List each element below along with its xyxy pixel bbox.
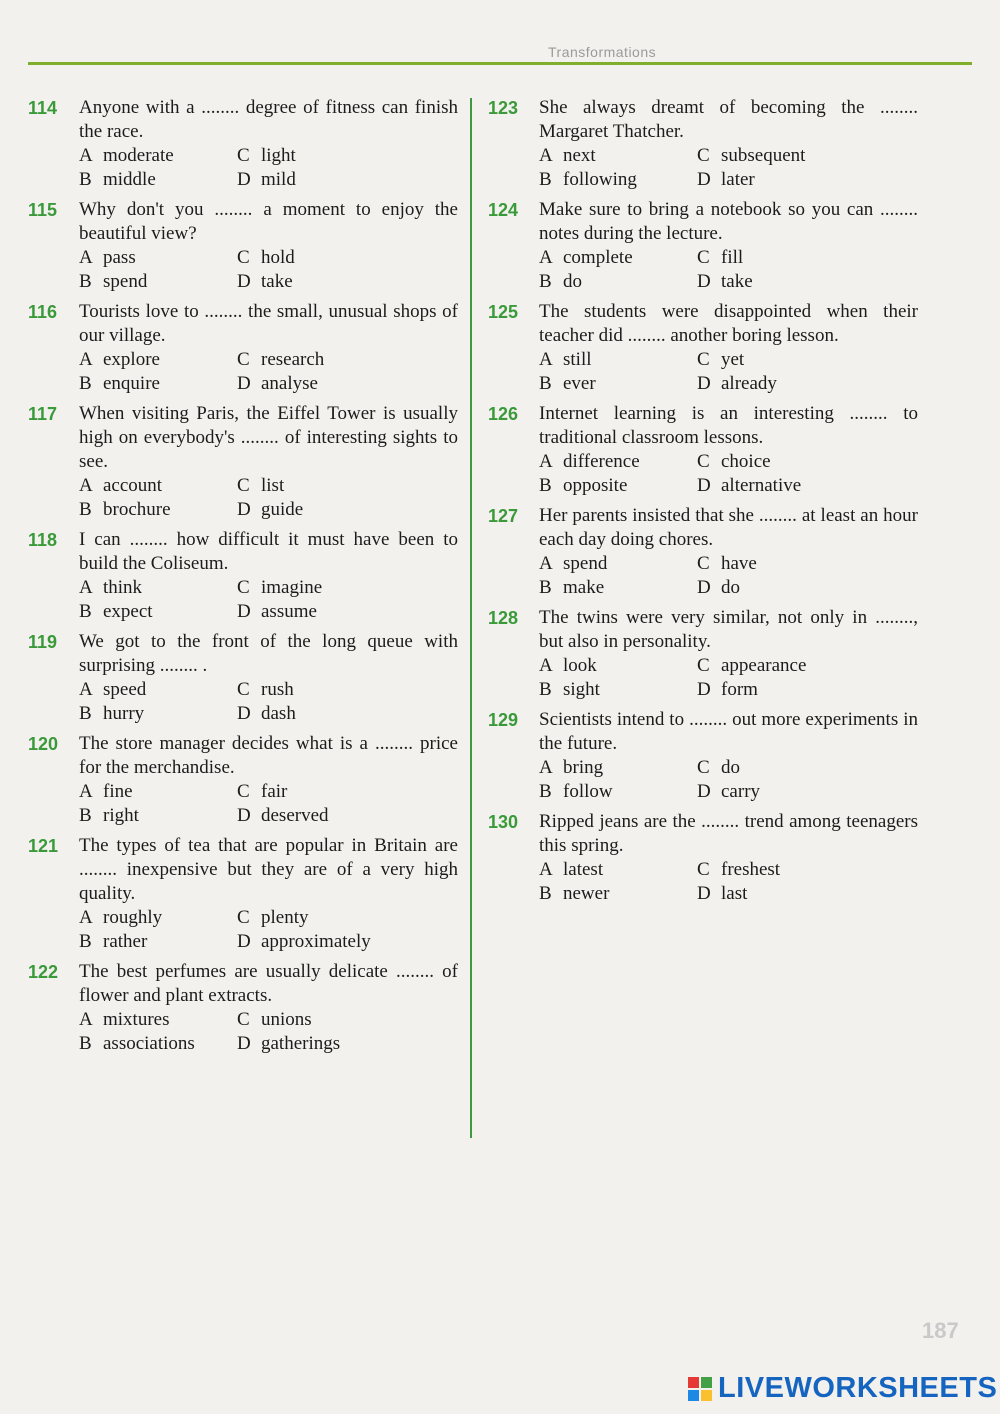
- option-letter: C: [237, 145, 250, 166]
- option-letter: B: [79, 373, 92, 394]
- option-text: deserved: [261, 805, 329, 826]
- option-b[interactable]: [539, 882, 697, 906]
- question-number: 118: [28, 530, 58, 550]
- option-letter: B: [79, 805, 92, 826]
- option-text: assume: [261, 601, 317, 622]
- option-letter: B: [539, 679, 552, 700]
- option-text: middle: [103, 169, 156, 190]
- question-119: [28, 630, 458, 726]
- option-a[interactable]: [539, 756, 697, 780]
- left-column: [28, 96, 458, 1062]
- option-b[interactable]: [79, 270, 237, 294]
- option-text: think: [103, 577, 143, 598]
- option-text: analyse: [261, 373, 318, 394]
- option-text: do: [721, 577, 740, 598]
- option-letter: D: [237, 703, 251, 724]
- question-number: 116: [28, 302, 58, 322]
- option-letter: C: [237, 781, 250, 802]
- option-text: hurry: [103, 703, 145, 724]
- question-number: 127: [488, 506, 519, 526]
- option-letter: B: [539, 169, 552, 190]
- option-text: yet: [721, 349, 745, 370]
- option-c[interactable]: [237, 144, 458, 168]
- option-c[interactable]: [697, 654, 918, 678]
- option-letter: C: [697, 349, 710, 370]
- question-127: [488, 504, 918, 600]
- option-text: do: [563, 271, 582, 292]
- option-letter: A: [539, 247, 553, 268]
- option-text: list: [261, 475, 285, 496]
- option-text: spend: [563, 553, 608, 574]
- option-text: approximately: [261, 931, 371, 952]
- option-text: account: [103, 475, 163, 496]
- right-column: [488, 96, 918, 912]
- option-letter: D: [697, 883, 711, 904]
- option-letter: A: [79, 349, 93, 370]
- option-letter: A: [79, 781, 93, 802]
- option-letter: B: [539, 883, 552, 904]
- option-d[interactable]: [237, 372, 458, 396]
- option-a[interactable]: [79, 1008, 237, 1032]
- answer-options: [539, 348, 918, 396]
- logo-square: [701, 1390, 712, 1401]
- option-letter: B: [79, 169, 92, 190]
- option-b[interactable]: [539, 270, 697, 294]
- option-text: hold: [261, 247, 295, 268]
- option-letter: B: [539, 577, 552, 598]
- option-letter: A: [79, 1009, 93, 1030]
- option-letter: C: [697, 247, 710, 268]
- option-b[interactable]: [79, 600, 237, 624]
- option-c[interactable]: [237, 576, 458, 600]
- option-letter: B: [79, 601, 92, 622]
- option-text: guide: [261, 499, 304, 520]
- option-text: mild: [261, 169, 296, 190]
- option-c[interactable]: [237, 474, 458, 498]
- question-number: 122: [28, 962, 59, 982]
- logo-square: [701, 1377, 712, 1388]
- option-a[interactable]: [79, 906, 237, 930]
- answer-options: [79, 678, 458, 726]
- option-c[interactable]: [697, 144, 918, 168]
- question-115: [28, 198, 458, 294]
- option-b[interactable]: [79, 1032, 237, 1056]
- question-number: 124: [488, 200, 519, 220]
- question-text: She always dreamt of becoming the ........ Margaret Thatcher.: [539, 97, 918, 142]
- column-divider: [470, 98, 472, 1138]
- option-text: opposite: [563, 475, 628, 496]
- option-letter: B: [539, 373, 552, 394]
- question-number: 125: [488, 302, 519, 322]
- question-text: When visiting Paris, the Eiffel Tower is usually high on everybody's ........ of interesting sights to see.: [79, 403, 458, 472]
- option-c[interactable]: [237, 906, 458, 930]
- answer-options: [79, 144, 458, 192]
- option-text: last: [721, 883, 748, 904]
- option-c[interactable]: [697, 246, 918, 270]
- option-d[interactable]: [237, 702, 458, 726]
- option-b[interactable]: [539, 372, 697, 396]
- option-d[interactable]: [697, 678, 918, 702]
- question-121: [28, 834, 458, 954]
- question-122: [28, 960, 458, 1056]
- option-a[interactable]: [539, 654, 697, 678]
- option-b[interactable]: [539, 678, 697, 702]
- option-text: spend: [103, 271, 148, 292]
- question-text: The types of tea that are popular in Britain are ........ inexpensive but they are of a very high quality.: [79, 835, 458, 904]
- option-letter: D: [697, 169, 711, 190]
- option-text: explore: [103, 349, 160, 370]
- option-letter: D: [237, 271, 251, 292]
- question-126: [488, 402, 918, 498]
- question-number: 123: [488, 98, 519, 118]
- option-text: do: [721, 757, 740, 778]
- question-text: Internet learning is an interesting ........ to traditional classroom lessons.: [539, 403, 918, 448]
- answer-options: [79, 348, 458, 396]
- option-text: have: [721, 553, 757, 574]
- option-text: bring: [563, 757, 604, 778]
- option-text: next: [563, 145, 596, 166]
- option-letter: A: [79, 577, 93, 598]
- option-letter: C: [697, 553, 710, 574]
- question-120: [28, 732, 458, 828]
- option-text: complete: [563, 247, 633, 268]
- option-text: expect: [103, 601, 153, 622]
- option-text: freshest: [721, 859, 781, 880]
- option-letter: B: [79, 703, 92, 724]
- logo-square: [688, 1377, 699, 1388]
- answer-options: [79, 1008, 458, 1056]
- option-b[interactable]: [79, 702, 237, 726]
- answer-options: [79, 780, 458, 828]
- question-128: [488, 606, 918, 702]
- option-text: take: [721, 271, 753, 292]
- page-number: 187: [922, 1318, 959, 1343]
- option-d[interactable]: [697, 270, 918, 294]
- question-text: Why don't you ........ a moment to enjoy the beautiful view?: [79, 199, 458, 244]
- option-text: research: [261, 349, 325, 370]
- answer-options: [539, 450, 918, 498]
- option-a[interactable]: [79, 678, 237, 702]
- option-a[interactable]: [79, 576, 237, 600]
- option-letter: C: [237, 1009, 250, 1030]
- question-text: Her parents insisted that she ........ at least an hour each day doing chores.: [539, 505, 918, 550]
- question-text: Make sure to bring a notebook so you can ........ notes during the lecture.: [539, 199, 918, 244]
- option-text: mixtures: [103, 1009, 170, 1030]
- question-text: I can ........ how difficult it must have been to build the Coliseum.: [79, 529, 458, 574]
- option-letter: D: [237, 373, 251, 394]
- brand-text: LIVEWORKSHEETS: [718, 1372, 998, 1404]
- option-text: still: [563, 349, 592, 370]
- question-117: [28, 402, 458, 522]
- question-text: Tourists love to ........ the small, unusual shops of our village.: [79, 301, 458, 346]
- option-text: unions: [261, 1009, 312, 1030]
- option-text: dash: [261, 703, 296, 724]
- question-text: The store manager decides what is a ........ price for the merchandise.: [79, 733, 458, 778]
- option-letter: C: [237, 475, 250, 496]
- option-c[interactable]: [697, 552, 918, 576]
- option-b[interactable]: [539, 168, 697, 192]
- option-letter: A: [539, 553, 553, 574]
- option-d[interactable]: [697, 168, 918, 192]
- option-letter: D: [237, 499, 251, 520]
- option-letter: C: [697, 859, 710, 880]
- option-letter: D: [697, 271, 711, 292]
- brand[interactable]: [688, 1372, 997, 1405]
- option-text: choice: [721, 451, 771, 472]
- option-c[interactable]: [237, 246, 458, 270]
- option-letter: B: [539, 271, 552, 292]
- option-text: look: [563, 655, 597, 676]
- option-text: speed: [103, 679, 147, 700]
- option-text: difference: [563, 451, 640, 472]
- option-a[interactable]: [79, 474, 237, 498]
- option-c[interactable]: [237, 348, 458, 372]
- option-a[interactable]: [79, 144, 237, 168]
- option-d[interactable]: [697, 882, 918, 906]
- answer-options: [539, 858, 918, 906]
- answer-options: [539, 246, 918, 294]
- option-b[interactable]: [79, 930, 237, 954]
- option-d[interactable]: [237, 804, 458, 828]
- option-a[interactable]: [539, 552, 697, 576]
- question-text: We got to the front of the long queue with surprising ........ .: [79, 631, 458, 676]
- option-text: moderate: [103, 145, 174, 166]
- option-d[interactable]: [697, 474, 918, 498]
- question-number: 130: [488, 812, 519, 832]
- question-text: Anyone with a ........ degree of fitness can finish the race.: [79, 97, 458, 142]
- answer-options: [539, 654, 918, 702]
- answer-options: [79, 576, 458, 624]
- answer-options: [539, 144, 918, 192]
- option-letter: C: [237, 907, 250, 928]
- option-letter: C: [237, 247, 250, 268]
- option-text: rather: [103, 931, 148, 952]
- option-letter: C: [237, 679, 250, 700]
- option-letter: A: [539, 859, 553, 880]
- option-text: latest: [563, 859, 604, 880]
- option-letter: C: [697, 145, 710, 166]
- option-letter: D: [697, 475, 711, 496]
- option-a[interactable]: [79, 246, 237, 270]
- option-letter: B: [79, 499, 92, 520]
- question-number: 117: [28, 404, 58, 424]
- option-c[interactable]: [697, 858, 918, 882]
- option-letter: A: [539, 757, 553, 778]
- option-a[interactable]: [539, 858, 697, 882]
- question-text: Scientists intend to ........ out more experiments in the future.: [539, 709, 918, 754]
- option-letter: A: [79, 907, 93, 928]
- option-b[interactable]: [79, 804, 237, 828]
- option-letter: A: [79, 679, 93, 700]
- option-d[interactable]: [697, 576, 918, 600]
- question-129: [488, 708, 918, 804]
- option-text: imagine: [261, 577, 323, 598]
- option-text: rush: [261, 679, 294, 700]
- option-text: right: [103, 805, 139, 826]
- answer-options: [539, 756, 918, 804]
- option-text: subsequent: [721, 145, 806, 166]
- question-text: The students were disappointed when their teacher did ........ another boring lesson.: [539, 301, 918, 346]
- option-text: plenty: [261, 907, 309, 928]
- option-letter: D: [697, 577, 711, 598]
- option-d[interactable]: [237, 1032, 458, 1056]
- option-letter: D: [697, 781, 711, 802]
- option-text: take: [261, 271, 293, 292]
- option-text: appearance: [721, 655, 807, 676]
- question-123: [488, 96, 918, 192]
- option-c[interactable]: [697, 348, 918, 372]
- option-letter: A: [79, 247, 93, 268]
- option-letter: A: [539, 145, 553, 166]
- option-letter: D: [237, 601, 251, 622]
- option-letter: D: [237, 805, 251, 826]
- option-text: enquire: [103, 373, 160, 394]
- option-text: make: [563, 577, 605, 598]
- option-text: ever: [563, 373, 596, 394]
- question-number: 128: [488, 608, 519, 628]
- question-text: The twins were very similar, not only in ........, but also in personality.: [539, 607, 918, 652]
- option-a[interactable]: [539, 348, 697, 372]
- option-text: alternative: [721, 475, 802, 496]
- answer-options: [539, 552, 918, 600]
- option-letter: D: [237, 931, 251, 952]
- option-d[interactable]: [237, 270, 458, 294]
- question-number: 120: [28, 734, 59, 754]
- liveworksheets-logo-icon: [688, 1377, 712, 1401]
- option-text: roughly: [103, 907, 163, 928]
- option-letter: C: [237, 577, 250, 598]
- option-text: fair: [261, 781, 288, 802]
- header-text: Transformations: [548, 44, 657, 60]
- option-c[interactable]: [697, 450, 918, 474]
- option-letter: A: [79, 145, 93, 166]
- answer-options: [79, 906, 458, 954]
- option-letter: B: [79, 1033, 92, 1054]
- option-letter: D: [697, 373, 711, 394]
- option-letter: A: [539, 349, 553, 370]
- question-number: 121: [28, 836, 59, 856]
- question-number: 129: [488, 710, 519, 730]
- option-a[interactable]: [79, 780, 237, 804]
- option-c[interactable]: [237, 1008, 458, 1032]
- question-130: [488, 810, 918, 906]
- option-d[interactable]: [697, 372, 918, 396]
- option-c[interactable]: [237, 780, 458, 804]
- option-letter: D: [237, 169, 251, 190]
- question-text: Ripped jeans are the ........ trend among teenagers this spring.: [539, 811, 918, 856]
- option-a[interactable]: [539, 144, 697, 168]
- option-letter: A: [79, 475, 93, 496]
- option-text: following: [563, 169, 637, 190]
- question-text: The best perfumes are usually delicate ........ of flower and plant extracts.: [79, 961, 458, 1006]
- option-b[interactable]: [539, 780, 697, 804]
- option-d[interactable]: [237, 930, 458, 954]
- option-text: associations: [103, 1033, 195, 1054]
- question-125: [488, 300, 918, 396]
- option-d[interactable]: [237, 168, 458, 192]
- option-text: pass: [103, 247, 136, 268]
- option-text: form: [721, 679, 758, 700]
- question-number: 115: [28, 200, 58, 220]
- option-d[interactable]: [237, 600, 458, 624]
- option-letter: A: [539, 655, 553, 676]
- option-letter: C: [697, 757, 710, 778]
- option-text: carry: [721, 781, 761, 802]
- option-d[interactable]: [697, 780, 918, 804]
- question-114: [28, 96, 458, 192]
- option-b[interactable]: [79, 498, 237, 522]
- option-b[interactable]: [79, 372, 237, 396]
- question-116: [28, 300, 458, 396]
- option-a[interactable]: [79, 348, 237, 372]
- option-text: brochure: [103, 499, 171, 520]
- option-c[interactable]: [237, 678, 458, 702]
- option-b[interactable]: [539, 576, 697, 600]
- header-rule: [28, 62, 972, 65]
- option-text: follow: [563, 781, 613, 802]
- option-c[interactable]: [697, 756, 918, 780]
- question-118: [28, 528, 458, 624]
- answer-options: [79, 474, 458, 522]
- option-a[interactable]: [539, 246, 697, 270]
- option-letter: C: [697, 655, 710, 676]
- option-text: sight: [563, 679, 600, 700]
- option-letter: A: [539, 451, 553, 472]
- option-letter: C: [237, 349, 250, 370]
- option-d[interactable]: [237, 498, 458, 522]
- logo-square: [688, 1390, 699, 1401]
- option-text: fine: [103, 781, 133, 802]
- option-b[interactable]: [539, 474, 697, 498]
- option-text: light: [261, 145, 296, 166]
- option-letter: B: [539, 781, 552, 802]
- option-letter: B: [79, 271, 92, 292]
- option-letter: C: [697, 451, 710, 472]
- option-letter: B: [79, 931, 92, 952]
- option-text: later: [721, 169, 755, 190]
- question-number: 114: [28, 98, 58, 118]
- option-b[interactable]: [79, 168, 237, 192]
- option-a[interactable]: [539, 450, 697, 474]
- question-number: 126: [488, 404, 519, 424]
- option-text: fill: [721, 247, 744, 268]
- question-124: [488, 198, 918, 294]
- option-letter: D: [697, 679, 711, 700]
- option-letter: D: [237, 1033, 251, 1054]
- option-text: newer: [563, 883, 610, 904]
- option-text: already: [721, 373, 777, 394]
- option-letter: B: [539, 475, 552, 496]
- option-text: gatherings: [261, 1033, 341, 1054]
- answer-options: [79, 246, 458, 294]
- page-header: [28, 40, 972, 70]
- question-number: 119: [28, 632, 58, 652]
